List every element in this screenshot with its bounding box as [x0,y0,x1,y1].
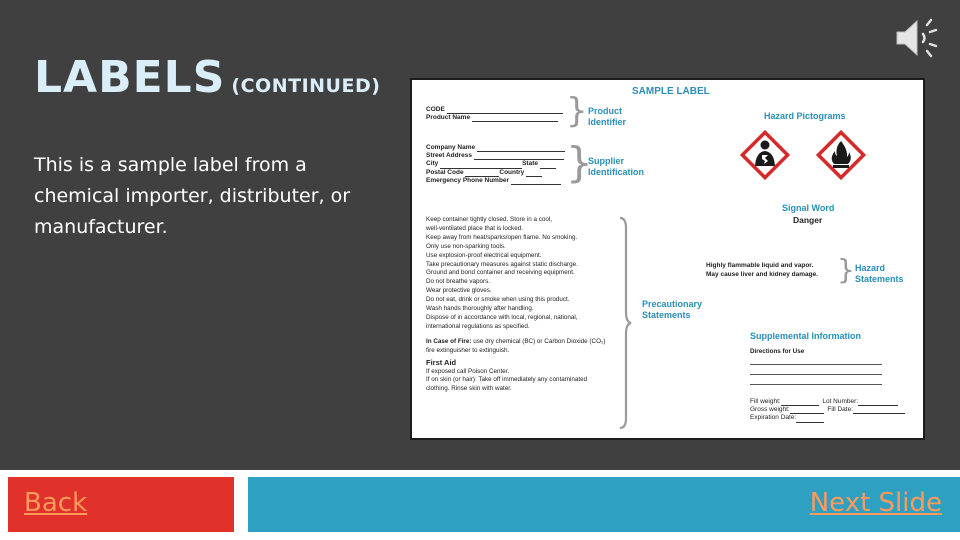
precautionary-text: Keep container tightly closed. Store in a cool, well-ventilated place that is locked. Keep away from heat/sparks/open flame. No smoking. Only use non-sparking tools. Use explosion-proof electrical equipment. Take precautionary measures against static discharge. Ground and bond container and receiving equipment. Do not breathe vapors. Wear protective gloves. Do not eat, drink or smoke when using this product. Wash hands thoroughly after handling. Dispose of in accordance with local, regional, national, international regulations as specified. In Case of Fire: use dry chemical (BC) or Carbon Dioxide (CO₂) fire extinguisher to extinguish. First Aid If exposed call Poison Center. If on skin (or hair): Take off immediately any contaminated clothing. Rinse skin with water. [426,216,606,393]
field-street-address: Street Address [426,152,472,160]
sample-label-heading: SAMPLE LABEL [632,86,710,97]
signal-word-heading: Signal Word [782,203,835,213]
hazard-pictograms-heading: Hazard Pictograms [764,111,846,121]
field-city: City [426,160,439,168]
field-postal-code: Postal Code [426,168,464,176]
hazard-statements-text: Highly flammable liquid and vapor. May cause liver and kidney damage. [706,262,818,278]
slide-body-text: This is a sample label from a chemical importer, distributer, or manufacturer. [34,154,351,238]
brace-icon: } [837,253,855,286]
field-lot-number: Lot Number: [822,398,859,405]
field-expiration-date: Expiration Date: [750,414,797,422]
field-state: State [522,160,538,168]
blank-line [750,384,882,385]
health-hazard-pictogram-icon [738,128,792,182]
signal-word-value: Danger [793,215,823,225]
supplier-fields [426,144,565,185]
speaker-icon[interactable] [893,16,945,60]
slide-title-main: LABELS [34,52,226,103]
back-button[interactable] [8,477,234,532]
next-slide-button[interactable] [248,477,960,532]
field-code: CODE [426,106,445,113]
field-fill-date: Fill Date: [827,406,854,414]
brace-icon: } [566,138,593,187]
back-link[interactable]: Back [24,488,88,518]
field-emergency-phone: Emergency Phone Number [426,176,510,184]
slide-title [34,52,380,103]
field-fill-weight: Fill weight: [750,398,781,405]
product-identifier-heading: Product Identifier [588,106,627,127]
product-fields [426,106,563,122]
slide-title-suffix: (CONTINUED) [231,75,381,97]
brace-icon [618,216,632,430]
precautionary-statements-heading: Precautionary Statements [642,299,703,320]
next-slide-link[interactable]: Next Slide [809,488,942,518]
supplemental-fields [750,398,905,423]
field-country: Country [499,168,525,176]
sample-label-image [410,78,925,440]
directions-for-use-label: Directions for Use [750,348,805,355]
blank-line [750,364,882,365]
supplemental-information-heading: Supplemental Information [750,331,862,341]
blank-line [750,374,882,375]
field-product-name: Product Name [426,114,471,122]
supplier-identification-heading: Supplier Identification [588,156,644,177]
field-gross-weight: Gross weight: [750,406,790,414]
brace-icon: } [566,91,588,131]
field-company-name: Company Name [426,144,476,151]
hazard-statements-heading: Hazard Statements [855,263,904,284]
flame-pictogram-icon [814,128,868,182]
footer-divider [0,470,960,472]
